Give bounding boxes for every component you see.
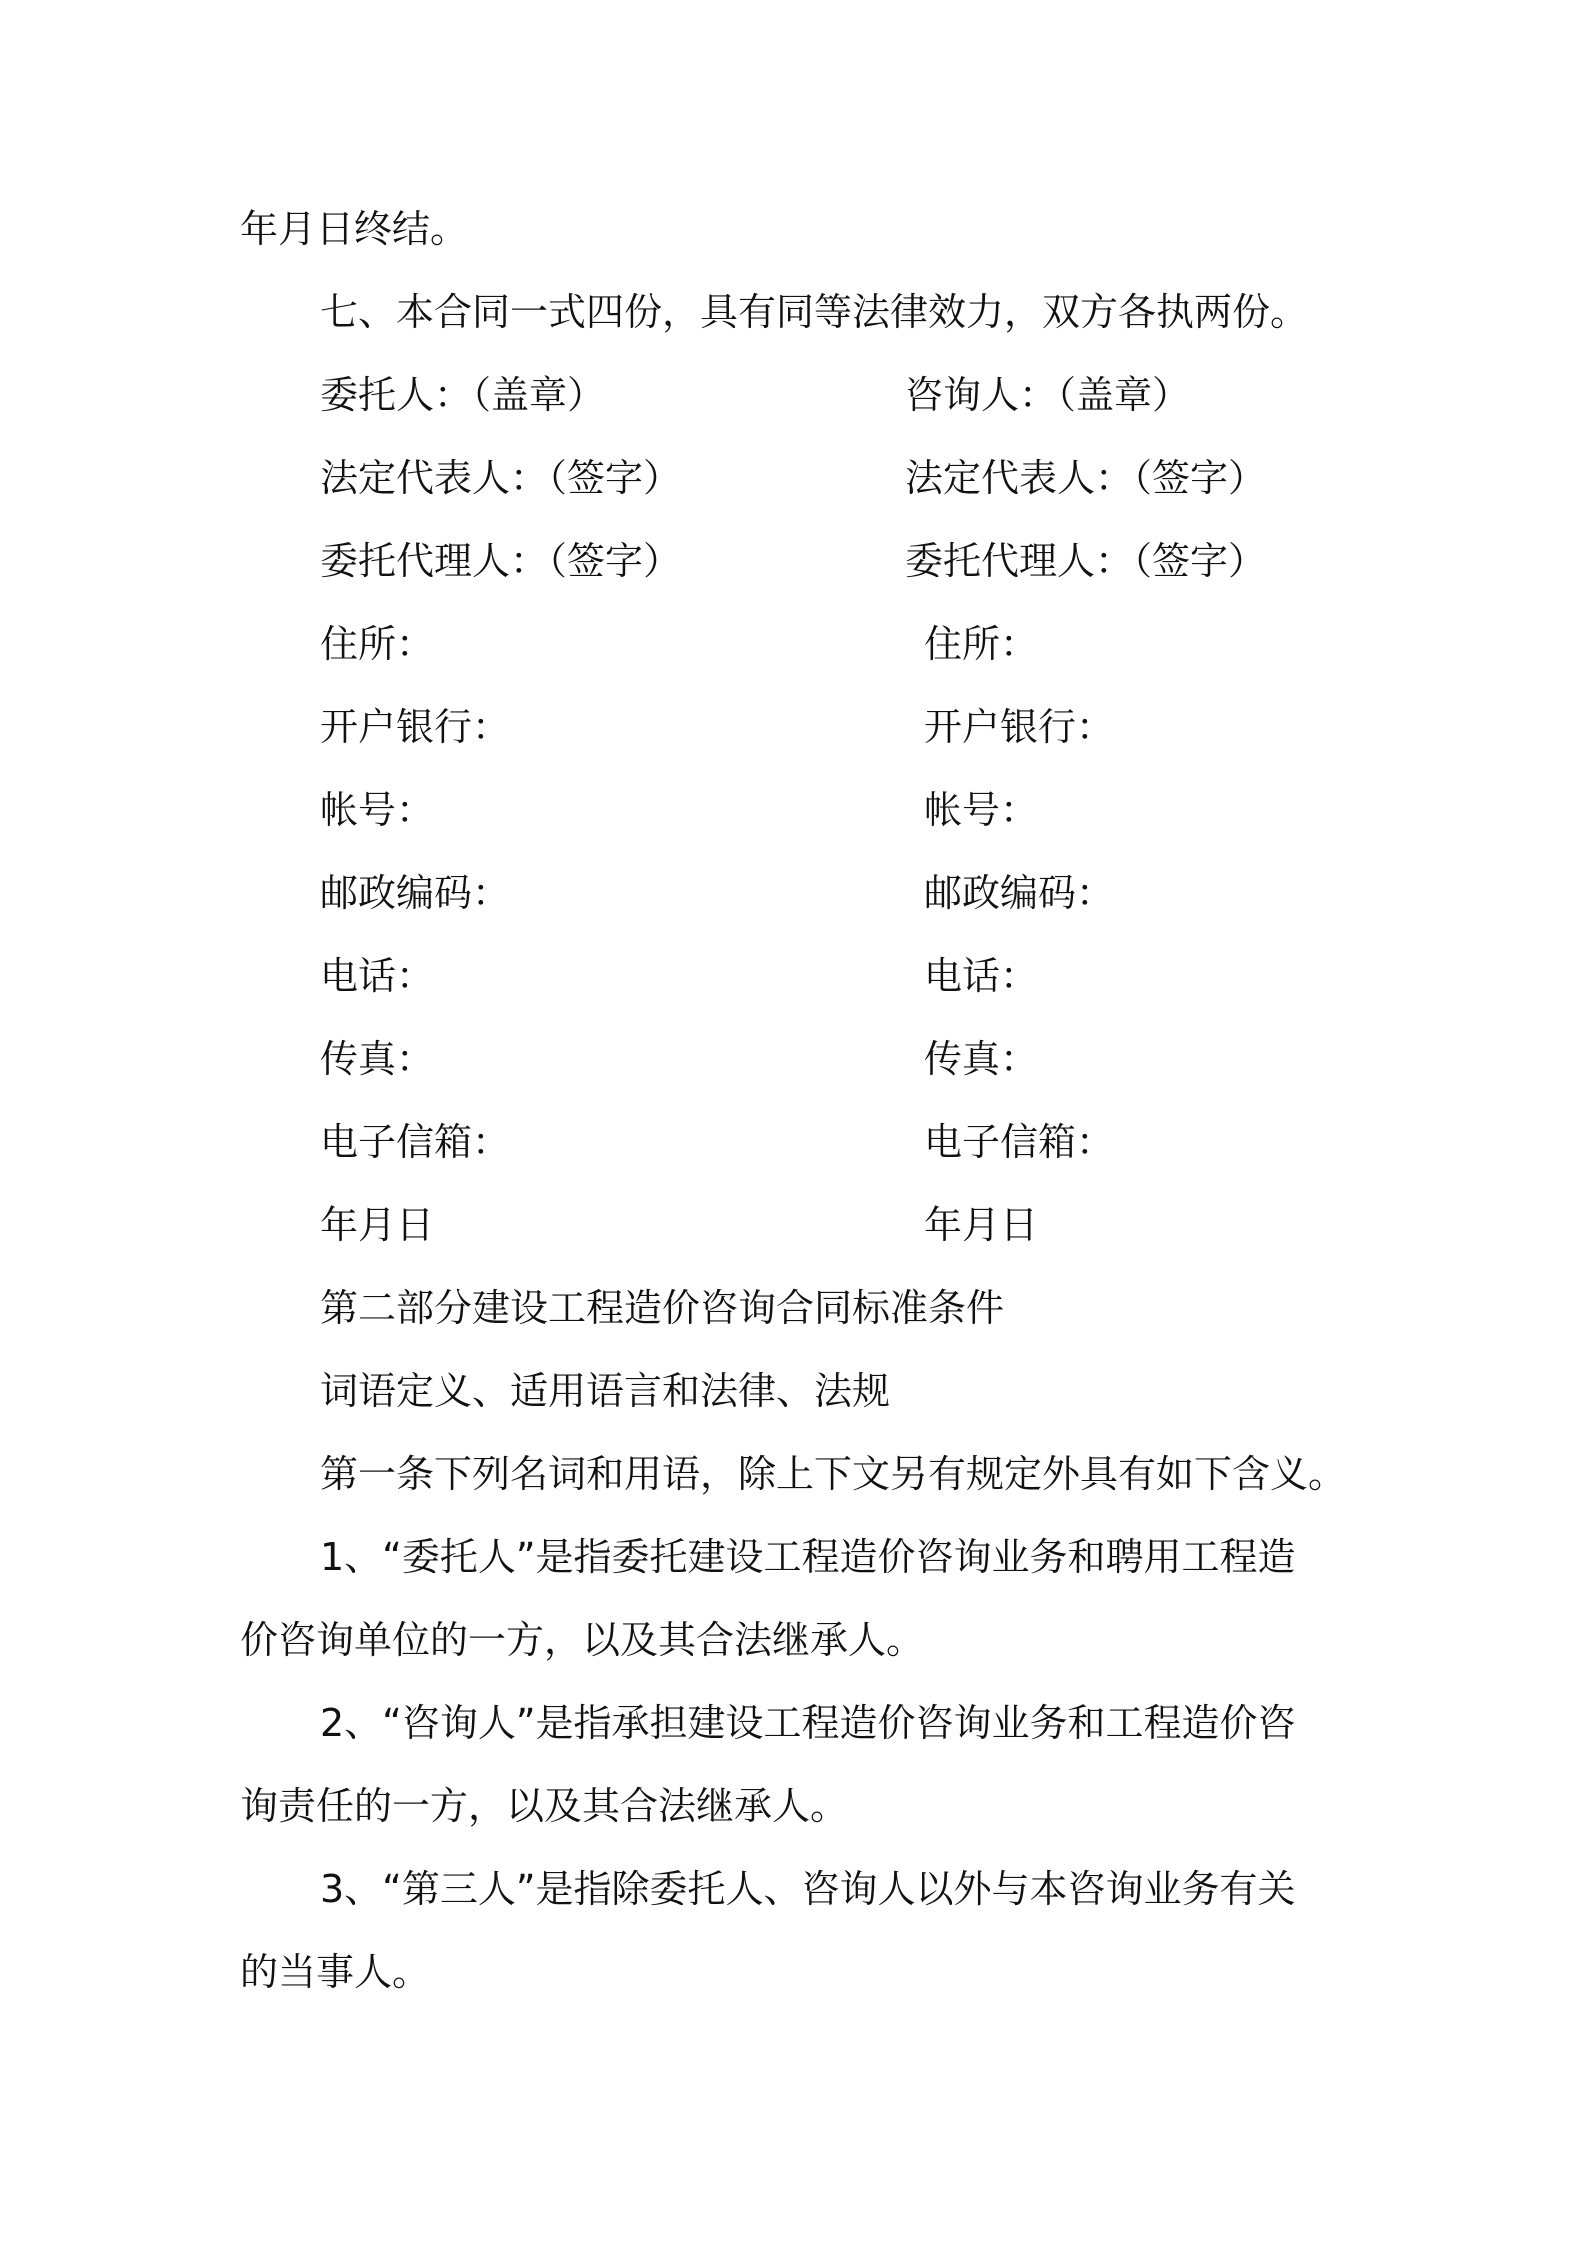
info-left-account: 帐号： xyxy=(320,788,435,832)
part-two-title: 第二部分建设工程造价咨询合同标准条件 xyxy=(320,1286,1005,1330)
info-right-address: 住所： xyxy=(924,622,1039,666)
definition-three-line2: 的当事人。 xyxy=(240,1950,431,1994)
article-one-text: 第一条下列名词和用语，除上下文另有规定外具有如下含义。 xyxy=(320,1452,1347,1496)
info-right-date: 年月日 xyxy=(924,1203,1039,1247)
signature-left-entrustor: 委托人：（盖章） xyxy=(320,373,606,417)
info-right-bank: 开户银行： xyxy=(924,705,1115,749)
info-left-date: 年月日 xyxy=(320,1203,435,1247)
definition-two-line1: 2、“咨询人”是指承担建设工程造价咨询业务和工程造价咨 xyxy=(320,1701,1296,1745)
definition-three-line1: 3、“第三人”是指除委托人、咨询人以外与本咨询业务有关 xyxy=(320,1867,1296,1911)
signature-left-agent: 委托代理人：（签字） xyxy=(320,539,682,583)
info-right-postcode: 邮政编码： xyxy=(924,871,1115,915)
info-left-bank: 开户银行： xyxy=(320,705,511,749)
info-right-phone: 电话： xyxy=(924,954,1039,998)
info-right-account: 帐号： xyxy=(924,788,1039,832)
signature-right-legal-rep: 法定代表人：（签字） xyxy=(905,456,1267,500)
signature-right-agent: 委托代理人：（签字） xyxy=(905,539,1267,583)
definition-one-line2: 价咨询单位的一方，以及其合法继承人。 xyxy=(240,1618,925,1662)
info-right-email: 电子信箱： xyxy=(924,1120,1115,1164)
signature-left-legal-rep: 法定代表人：（签字） xyxy=(320,456,682,500)
definition-two-line2: 询责任的一方，以及其合法继承人。 xyxy=(240,1784,849,1828)
definition-one-line1: 1、“委托人”是指委托建设工程造价咨询业务和聘用工程造 xyxy=(320,1535,1296,1579)
info-left-postcode: 邮政编码： xyxy=(320,871,511,915)
signature-right-consultant: 咨询人：（盖章） xyxy=(905,373,1191,417)
intro-tail-text: 年月日终结。 xyxy=(240,207,469,251)
info-left-email: 电子信箱： xyxy=(320,1120,511,1164)
info-left-fax: 传真： xyxy=(320,1037,435,1081)
info-left-address: 住所： xyxy=(320,622,435,666)
info-right-fax: 传真： xyxy=(924,1037,1039,1081)
info-left-phone: 电话： xyxy=(320,954,435,998)
clause-seven-text: 七、本合同一式四份，具有同等法律效力，双方各执两份。 xyxy=(320,290,1309,334)
section-heading: 词语定义、适用语言和法律、法规 xyxy=(320,1369,891,1413)
